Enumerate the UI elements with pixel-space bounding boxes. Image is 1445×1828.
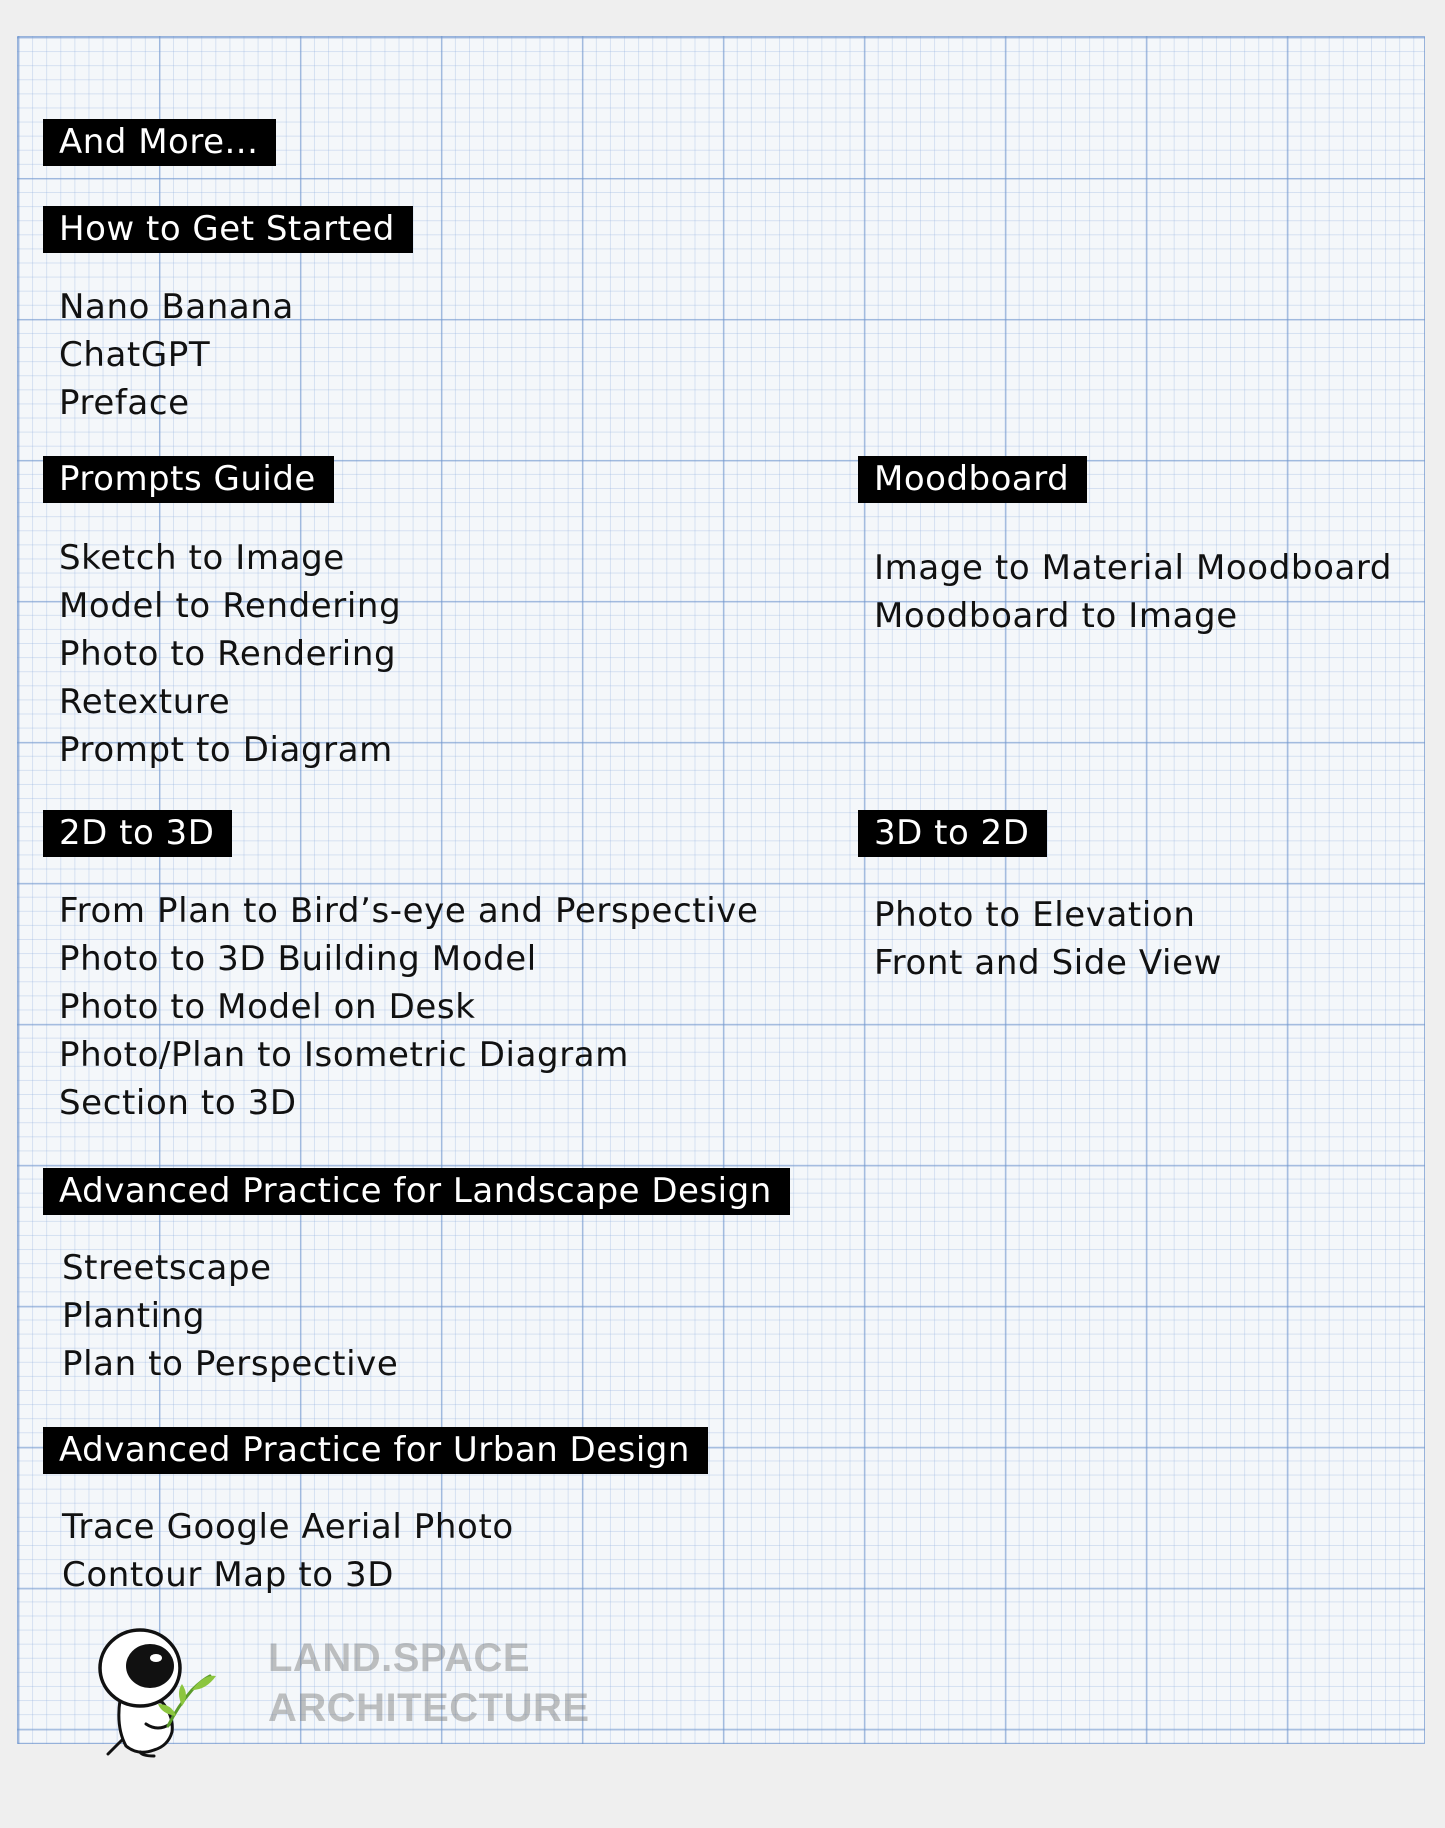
list-item: Photo to 3D Building Model: [59, 939, 537, 979]
list-item: ChatGPT: [59, 335, 211, 375]
land-space-architecture-logo: [92, 1628, 590, 1758]
list-item: Prompt to Diagram: [59, 730, 393, 770]
heading-prompts-guide: Prompts Guide: [43, 456, 334, 503]
list-item: Sketch to Image: [59, 538, 345, 578]
prompts-guide-list: [59, 534, 401, 774]
list-item: Section to 3D: [59, 1083, 297, 1123]
list-item: Moodboard to Image: [874, 596, 1238, 636]
list-item: Photo to Elevation: [874, 895, 1196, 935]
heading-how-to-get-started: How to Get Started: [43, 206, 413, 253]
list-item: Front and Side View: [874, 943, 1222, 983]
astronaut-mascot-icon: [92, 1628, 282, 1758]
3d-to-2d-list: [874, 891, 1222, 987]
logo-text-line1: LAND.SPACE: [268, 1636, 531, 1680]
list-item: Planting: [62, 1296, 206, 1336]
list-item: Contour Map to 3D: [62, 1555, 395, 1595]
get-started-list: [59, 283, 294, 427]
landscape-list: [62, 1244, 398, 1388]
urban-list: [62, 1503, 514, 1599]
logo-text-line2: ARCHITECTURE: [268, 1686, 590, 1730]
2d-to-3d-list: [59, 887, 759, 1127]
list-item: Nano Banana: [59, 287, 294, 327]
heading-2d-to-3d: 2D to 3D: [43, 810, 232, 857]
heading-moodboard: Moodboard: [858, 456, 1087, 503]
list-item: Plan to Perspective: [62, 1344, 399, 1384]
heading-urban-design: Advanced Practice for Urban Design: [43, 1427, 708, 1474]
list-item: Photo/Plan to Isometric Diagram: [59, 1035, 629, 1075]
list-item: Photo to Model on Desk: [59, 987, 476, 1027]
heading-landscape-design: Advanced Practice for Landscape Design: [43, 1168, 790, 1215]
list-item: Photo to Rendering: [59, 634, 397, 674]
list-item: Image to Material Moodboard: [874, 548, 1393, 588]
list-item: Preface: [59, 383, 190, 423]
heading-and-more: And More...: [43, 119, 276, 166]
list-item: From Plan to Bird’s-eye and Perspective: [59, 891, 759, 931]
list-item: Model to Rendering: [59, 586, 402, 626]
list-item: Retexture: [59, 682, 231, 722]
list-item: Trace Google Aerial Photo: [62, 1507, 514, 1547]
list-item: Streetscape: [62, 1248, 272, 1288]
heading-3d-to-2d: 3D to 2D: [858, 810, 1047, 857]
moodboard-list: [874, 544, 1392, 640]
